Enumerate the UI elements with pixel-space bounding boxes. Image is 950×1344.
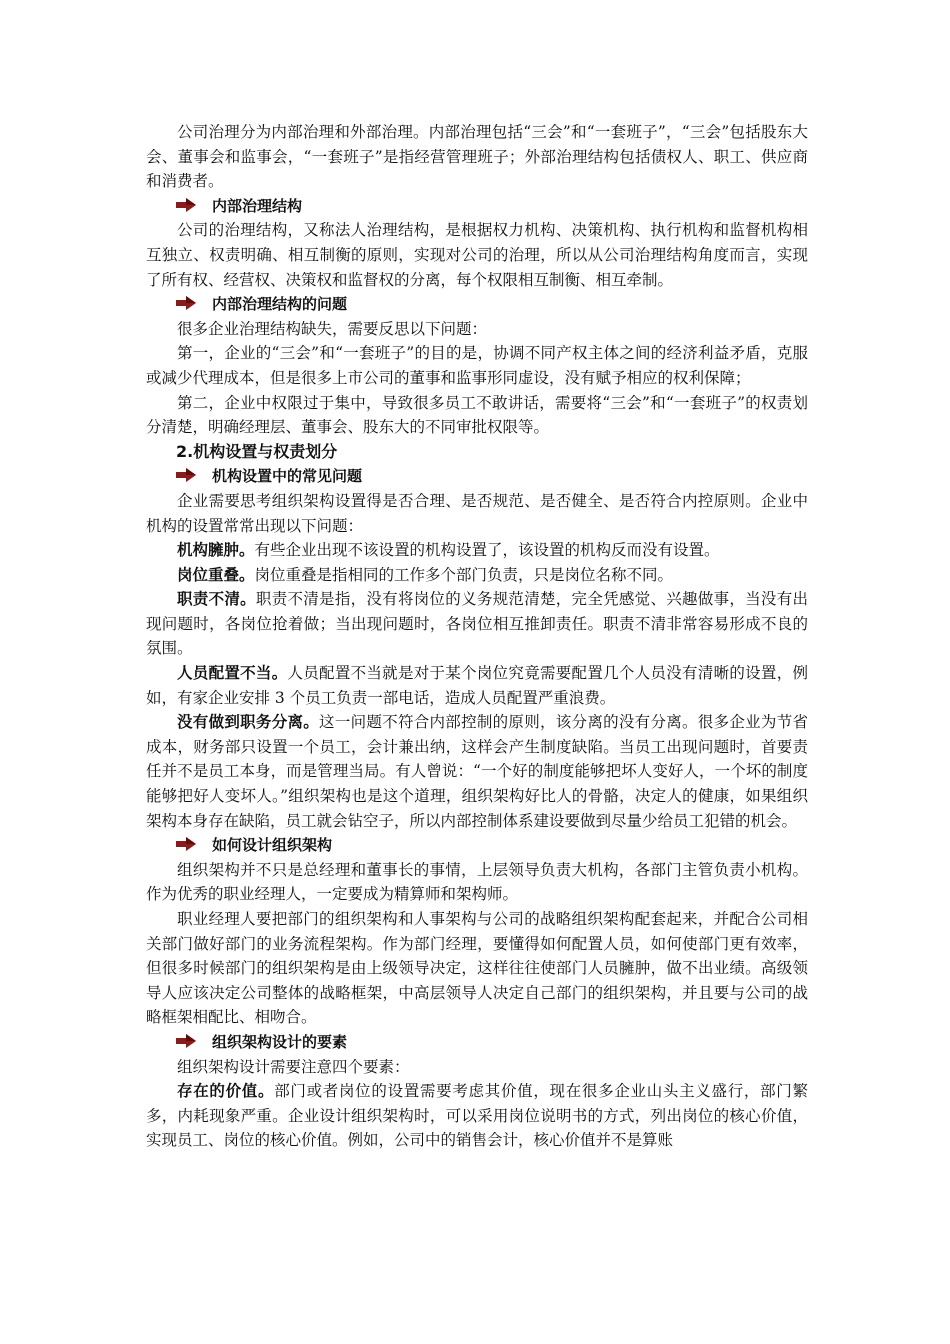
subheading (146, 464, 808, 489)
subheading-text: 内部治理结构 (212, 196, 303, 215)
subheading (146, 833, 808, 858)
paragraph-body: 人员配置不当就是对于某个岗位究竟需要配置几个人员没有清晰的设置，例如，有家企业安排 3 个员工负责一部电话，造成人员配置严重浪费。 (146, 664, 808, 707)
paragraph-body: 岗位重叠是指相同的工作多个部门负责，只是岗位名称不同。 (254, 565, 674, 584)
section-title: 2.机构设置与权责划分 (176, 441, 338, 461)
paragraph (146, 587, 808, 661)
paragraph: 组织架构并不只是总经理和董事长的事情，上层领导负责大机构，各部门主管负责小机构。作为优秀的职业经理人，一定要成为精算师和架构师。 (146, 860, 808, 904)
subheading (146, 292, 808, 317)
paragraph: 公司治理分为内部治理和外部治理。内部治理包括“三会”和“一套班子”，“三会”包括股东大会、董事会和监事会，“一套班子”是指经营管理班子；外部治理结构包括债权人、职工、供应商和消费者。 (146, 123, 808, 191)
paragraph (146, 538, 808, 563)
subheading (146, 1030, 808, 1055)
paragraph-body: 有些企业出现不该设置的机构设置了，该设置的机构反而没有设置。 (254, 541, 720, 560)
paragraph (146, 710, 808, 833)
paragraph (146, 563, 808, 588)
arrow-bullet-icon (176, 1034, 196, 1048)
arrow-bullet-icon (176, 468, 196, 482)
arrow-bullet-icon (176, 198, 196, 212)
paragraph-body: 职责不清是指，没有将岗位的义务规范清楚，完全凭感觉、兴趣做事，当没有出现问题时，各岗位抢着做；当出现问题时，各岗位相互推卸责任。职责不清非常容易形成不良的氛围。 (146, 590, 808, 658)
paragraph: 企业需要思考组织架构设置得是否合理、是否规范、是否健全、是否符合内控原则。企业中机构的设置常常出现以下问题： (146, 491, 808, 535)
paragraph: 组织架构设计需要注意四个要素： (177, 1057, 410, 1076)
arrow-bullet-icon (176, 296, 196, 310)
lead-term: 人员配置不当。 (177, 664, 288, 683)
lead-term: 职责不清。 (177, 590, 256, 609)
paragraph: 第一，企业的“三会”和“一套班子”的目的是，协调不同产权主体之间的经济利益矛盾，克服或减少代理成本，但是很多上市公司的董事和监事形同虚设，没有赋予相应的权利保障； (146, 344, 808, 387)
paragraph: 公司的治理结构，又称法人治理结构，是根据权力机构、决策机构、执行机构和监督机构相互独立、权责明确、相互制衡的原则，实现对公司的治理，所以从公司治理结构角度而言，实现了所有权、经营权、决策权和监督权的分离，每个权限相互制衡、相互牵制。 (146, 221, 808, 289)
lead-term: 存在的价值。 (177, 1082, 275, 1101)
arrow-bullet-icon (176, 837, 196, 851)
lead-term: 没有做到职务分离。 (177, 713, 320, 732)
lead-term: 机构臃肿。 (177, 541, 255, 560)
paragraph: 很多企业治理结构缺失，需要反思以下问题： (177, 319, 488, 338)
lead-term: 岗位重叠。 (177, 565, 255, 584)
paragraph-body: 这一问题不符合内部控制的原则，该分离的没有分离。很多企业为节省成本，财务部只设置一个员工，会计兼出纳，这样会产生制度缺陷。当员工出现问题时，首要责任并不是员工本身，而是管理当局。有人曾说：“一个好的制度能够把坏人变好人，一个坏的制度能够把好人变坏人。”组织架构也是这个道理，组织架构好比人的骨骼，决定人的健康，如果组织架构本身存在缺陷，员工就会钻空子，所以内部控制体系建设要做到尽量少给员工犯错的机会。 (146, 713, 808, 830)
subheading-text: 内部治理结构的问题 (212, 295, 348, 314)
subheading-text: 如何设计组织架构 (212, 836, 333, 855)
paragraph: 职业经理人要把部门的组织架构和人事架构与公司的战略组织架构配套起来，并配合公司相关部门做好部门的业务流程架构。作为部门经理，要懂得如何配置人员，如何使部门更有效率，但很多时候部门的组织架构是由上级领导决定，这样往往使部门人员臃肿，做不出业绩。高级领导人应该决定公司整体的战略框架，中高层领导人决定自己部门的组织架构，并且要与公司的战略框架相配比、相吻合。 (146, 910, 808, 1027)
subheading (146, 194, 808, 219)
subheading-text: 机构设置中的常见问题 (212, 467, 363, 486)
paragraph: 第二，企业中权限过于集中，导致很多员工不敢讲话，需要将“三会”和“一套班子”的权责划分清楚，明确经理层、董事会、股东大的不同审批权限等。 (146, 393, 808, 437)
paragraph (146, 1079, 808, 1153)
document-page (146, 120, 808, 1153)
paragraph (146, 661, 808, 710)
paragraph-body: 部门或者岗位的设置需要考虑其价值，现在很多企业山头主义盛行，部门繁多，内耗现象严重。企业设计组织架构时，可以采用岗位说明书的方式，列出岗位的核心价值，实现员工、岗位的核心价值。例如，公司中的销售会计，核心价值并不是算账 (146, 1082, 808, 1150)
subheading-text: 组织架构设计的要素 (212, 1032, 348, 1051)
